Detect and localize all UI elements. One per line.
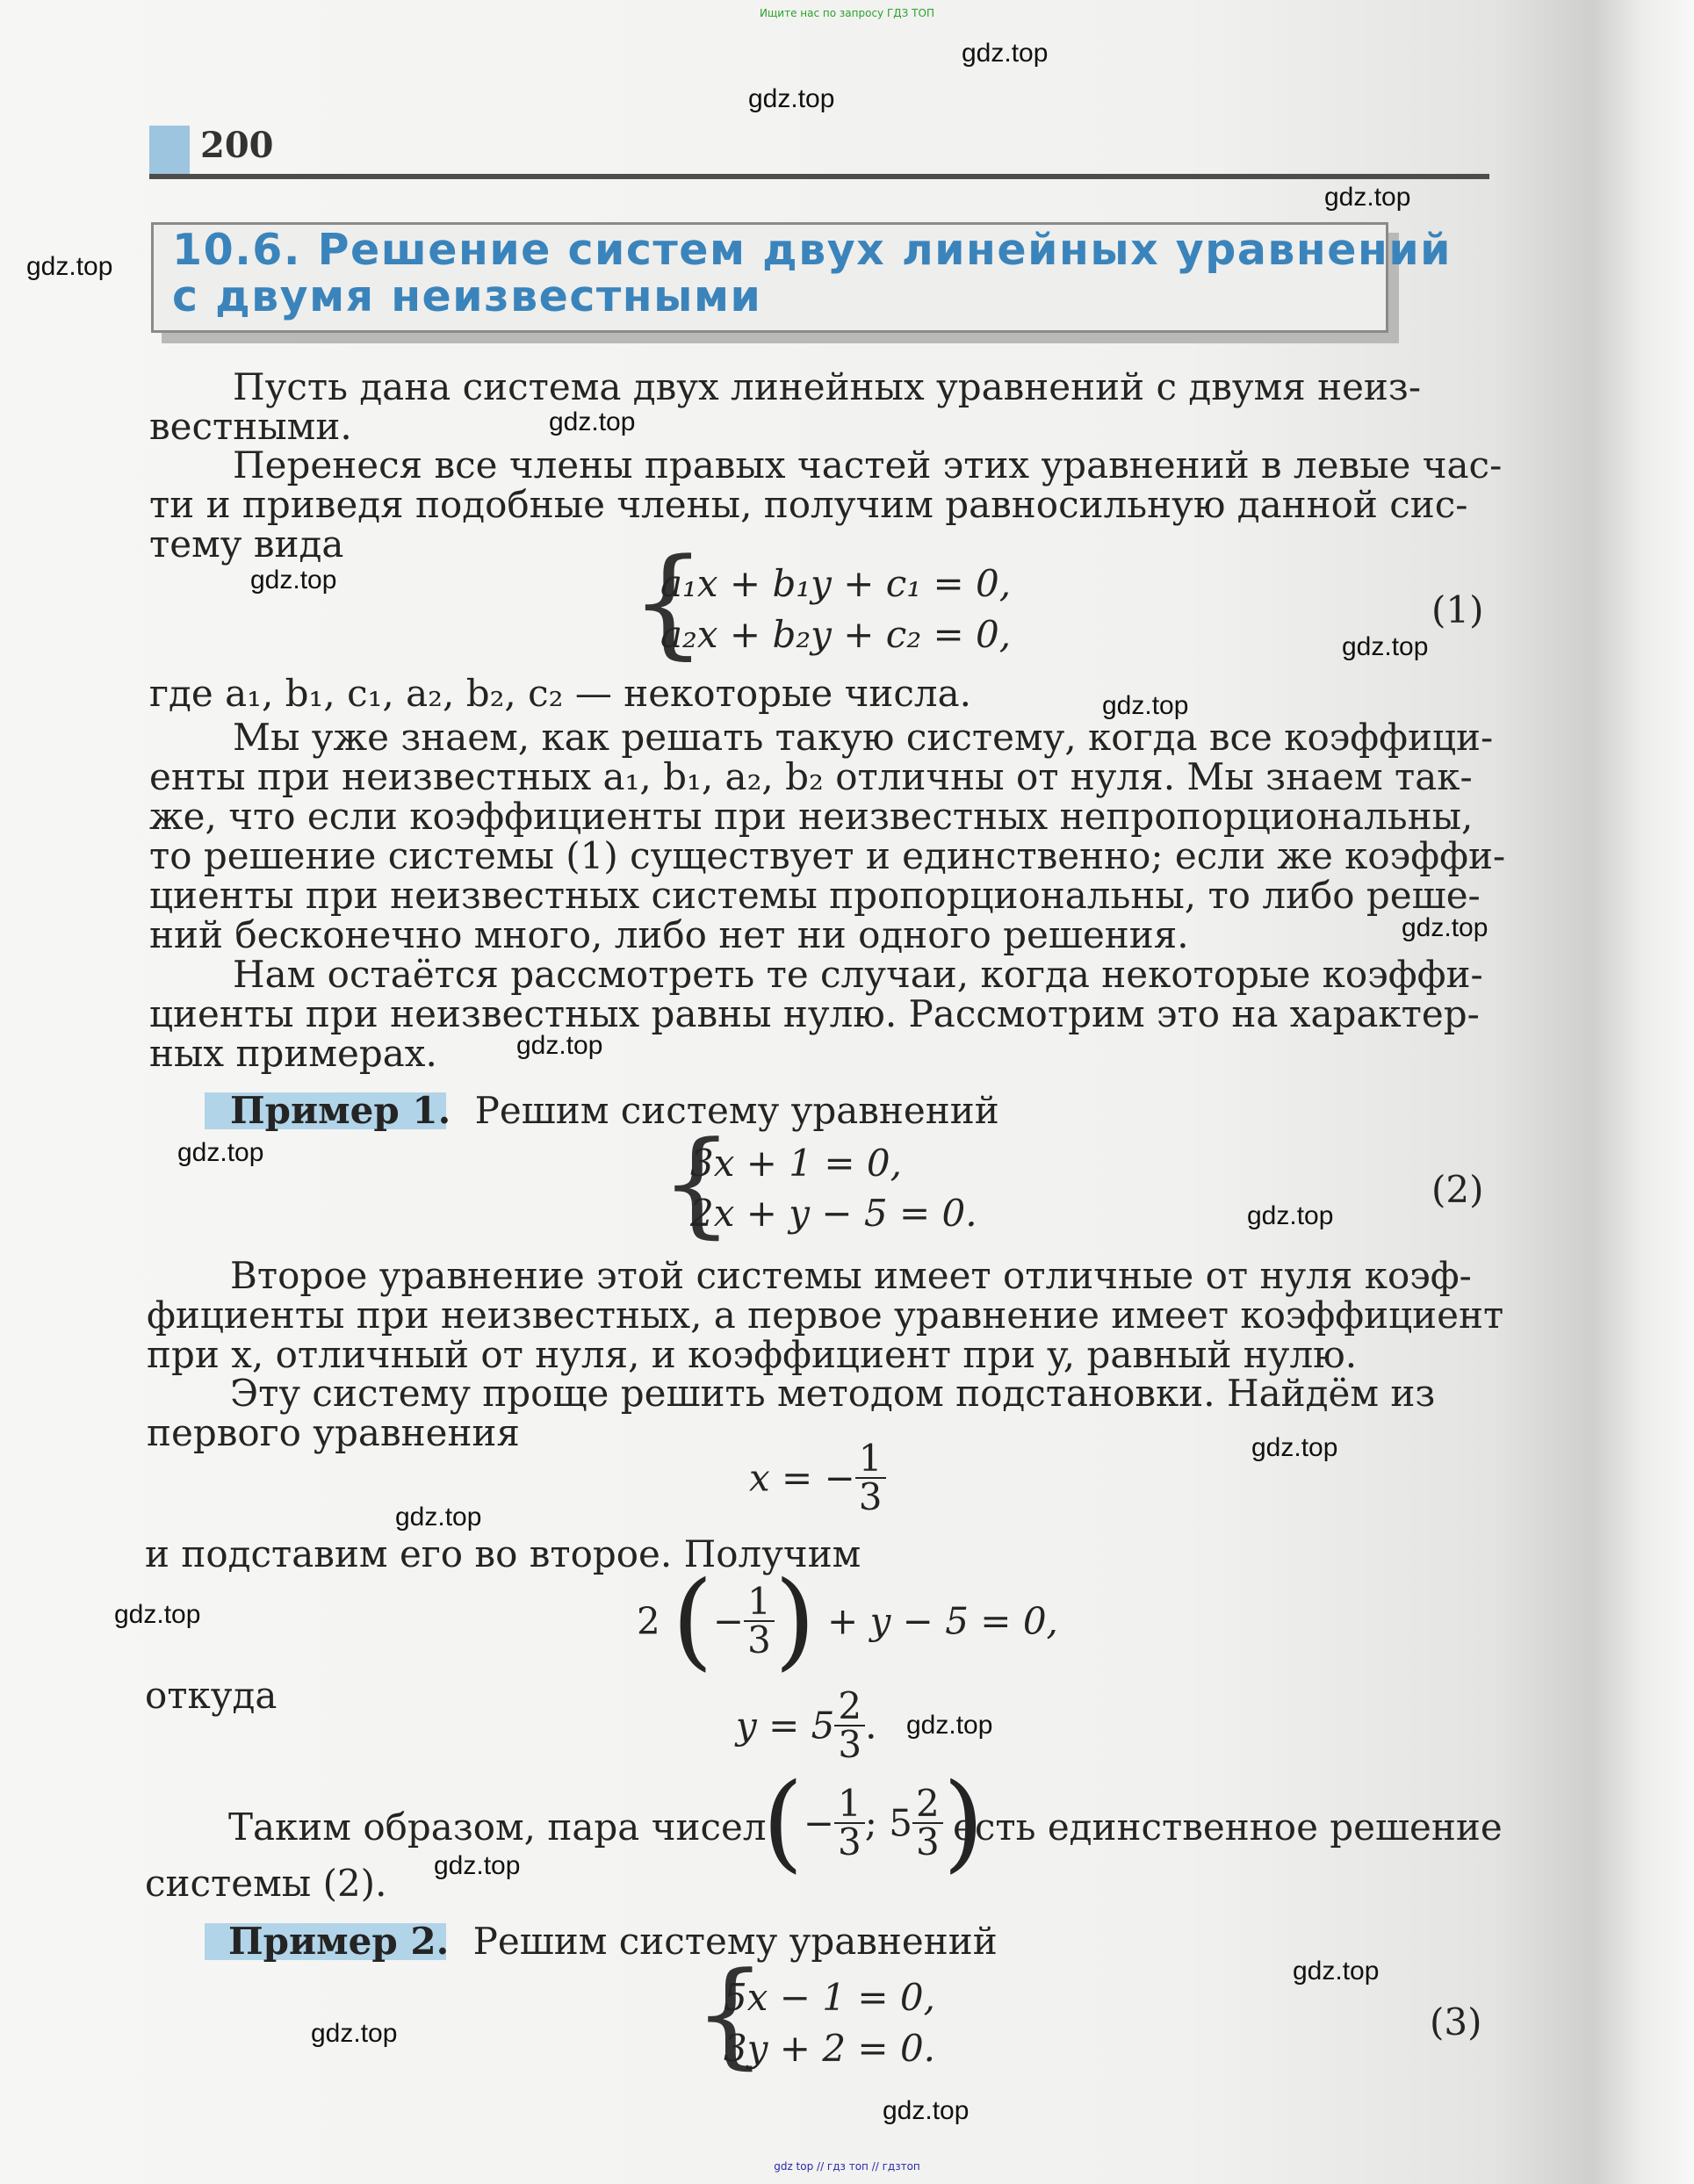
paragraph-8 — [145, 1534, 861, 1574]
watermark: gdz.top — [26, 252, 113, 281]
minus-sign: − — [803, 1801, 835, 1845]
watermark: gdz.top — [434, 1851, 521, 1880]
watermark: gdz.top — [516, 1031, 603, 1060]
watermark: gdz.top — [962, 39, 1049, 68]
system-brace: { — [660, 1116, 733, 1250]
denominator: 3 — [838, 1820, 861, 1863]
period: . — [865, 1704, 877, 1748]
equation-x — [749, 1437, 886, 1518]
watermark: gdz.top — [906, 1711, 993, 1740]
denominator: 3 — [838, 1723, 862, 1766]
example-label: Пример 2. — [228, 1920, 450, 1963]
system-3-eq-1: 5x − 1 = 0, — [724, 1976, 935, 2019]
system-1-eq-1: a₁x + b₁y + c₁ = 0, — [660, 562, 1012, 605]
watermark: gdz.top — [1342, 632, 1429, 661]
paragraph-10-end — [953, 1807, 1503, 1847]
watermark: gdz.top — [177, 1138, 264, 1167]
system-brace: { — [631, 533, 706, 671]
equation-label: (1) — [1431, 588, 1484, 631]
paragraph-4 — [149, 716, 1506, 956]
text-line: откуда — [145, 1674, 278, 1717]
paragraph-5 — [149, 955, 1493, 1073]
text-line: Нам остаётся рассмотреть те случаи, когда некоторые коэффи- — [233, 953, 1483, 996]
equation-lhs: x = − — [749, 1456, 855, 1500]
watermark: gdz.top — [549, 407, 636, 436]
paragraph-1 — [149, 367, 1493, 446]
paragraph-10-line-2 — [145, 1863, 386, 1903]
left-paren: ( — [762, 1762, 804, 1884]
denominator: 3 — [916, 1820, 940, 1863]
equation-lhs: y = 5 — [736, 1704, 835, 1748]
text-line: вестными. — [149, 405, 352, 448]
system-3-eq-2: 3y + 2 = 0. — [724, 2027, 936, 2070]
text-line: системы (2). — [145, 1862, 387, 1905]
fraction — [834, 1684, 865, 1766]
watermark: gdz.top — [883, 2096, 970, 2125]
example-text: Решим систему уравнений — [474, 1089, 999, 1132]
paragraph-6 — [147, 1254, 1504, 1376]
watermark: gdz.top — [1293, 1957, 1380, 1986]
text-fragment: Таким образом, пара чисел — [228, 1806, 767, 1849]
text-line: ных примерах. — [149, 1032, 437, 1075]
text-line: циенты при неизвестных равны нулю. Рассмотрим это на характер- — [149, 992, 1480, 1035]
minus-sign: − — [712, 1599, 745, 1643]
watermark: gdz.top — [250, 566, 337, 595]
text-line: енты при неизвестных a₁, b₁, a₂, b₂ отличны от нуля. Мы знаем так- — [149, 755, 1473, 798]
watermark: gdz.top — [1247, 1201, 1334, 1230]
watermark: gdz.top — [311, 2019, 398, 2048]
example-1-heading — [230, 1091, 999, 1130]
equation-substitution — [637, 1560, 1058, 1682]
text-line: Пусть дана система двух линейных уравнений с двумя неиз- — [233, 365, 1422, 408]
paragraph-10 — [228, 1807, 767, 1847]
right-paren: ) — [774, 1560, 816, 1682]
watermark: gdz.top — [748, 84, 835, 113]
text-fragment: есть единственное решение — [953, 1806, 1503, 1849]
example-label: Пример 1. — [230, 1089, 451, 1132]
text-line: Второе уравнение этой системы имеет отличные от нуля коэф- — [230, 1254, 1472, 1297]
paragraph-9 — [145, 1676, 277, 1715]
bottom-banner: gdz top // гдз топ // гдзтоп — [774, 2160, 920, 2173]
fraction — [855, 1437, 886, 1518]
text-line: ний бесконечно много, либо нет ни одного решения. — [149, 913, 1189, 956]
watermark: gdz.top — [1402, 913, 1489, 942]
text-line: первого уравнения — [147, 1411, 520, 1454]
watermark: gdz.top — [395, 1503, 482, 1532]
equation-y — [736, 1684, 877, 1766]
system-brace: { — [694, 1947, 767, 2080]
top-banner: Ищите нас по запросу ГДЗ ТОП — [760, 7, 934, 19]
section-title-line: 10.6. Решение систем двух линейных уравнений — [172, 225, 1452, 275]
coefficient: 2 — [637, 1599, 660, 1643]
text-line: и подставим его во второе. Получим — [145, 1532, 861, 1575]
header-rule — [149, 174, 1489, 179]
right-paren: ) — [942, 1762, 984, 1884]
page-number: 200 — [200, 125, 274, 166]
text-line: фициенты при неизвестных, а первое уравнение имеет коэффициент — [147, 1294, 1504, 1337]
text-line: Перенеся все члены правых частей этих уравнений в левые час- — [233, 443, 1503, 487]
page-number-marker — [149, 126, 190, 175]
fraction — [912, 1782, 943, 1863]
text-line: Эту систему проще решить методом подстановки. Найдём из — [230, 1372, 1436, 1415]
text-line: то решение системы (1) существует и единственно; если же коэффи- — [149, 834, 1506, 877]
section-title — [172, 227, 1452, 320]
equation-label: (3) — [1430, 2000, 1482, 2043]
system-1-eq-2: a₂x + b₂y + c₂ = 0, — [660, 613, 1012, 656]
example-text: Решим систему уравнений — [472, 1920, 998, 1963]
numerator: 1 — [855, 1440, 886, 1479]
watermark: gdz.top — [1102, 691, 1189, 720]
fraction — [834, 1782, 865, 1863]
paragraph-3 — [149, 674, 971, 713]
watermark: gdz.top — [1251, 1433, 1338, 1462]
text-line: где a₁, b₁, c₁, a₂, b₂, c₂ — некоторые числа. — [149, 672, 971, 715]
equation-rest: + y − 5 = 0, — [827, 1599, 1058, 1643]
fraction — [744, 1580, 775, 1661]
text-line: же, что если коэффициенты при неизвестных непропорциональны, — [149, 795, 1474, 838]
text-line: Мы уже знаем, как решать такую систему, когда все коэффици- — [233, 716, 1494, 759]
text-line: ти и приведя подобные члены, получим равносильную данной сис- — [149, 483, 1468, 526]
denominator: 3 — [747, 1618, 771, 1661]
numerator: 1 — [744, 1583, 775, 1622]
text-line: при x, отличный от нуля, и коэффициент при y, равный нулю. — [147, 1333, 1358, 1376]
system-2-eq-2: 2x + y − 5 = 0. — [690, 1192, 977, 1235]
equation-label: (2) — [1431, 1168, 1484, 1211]
example-2-heading — [228, 1921, 998, 1961]
section-title-line: с двумя неизвестными — [172, 271, 762, 321]
numerator: 1 — [834, 1785, 865, 1824]
separator: ; 5 — [864, 1801, 912, 1845]
number-pair — [762, 1762, 984, 1884]
watermark: gdz.top — [114, 1600, 201, 1629]
numerator: 2 — [834, 1688, 865, 1726]
system-2-eq-1: 3x + 1 = 0, — [690, 1142, 902, 1185]
text-line: циенты при неизвестных системы пропорциональны, то либо реше- — [149, 874, 1481, 917]
numerator: 2 — [912, 1785, 943, 1824]
text-line: тему вида — [149, 523, 344, 566]
left-paren: ( — [672, 1560, 713, 1682]
denominator: 3 — [858, 1475, 883, 1518]
paragraph-2 — [149, 443, 1503, 566]
watermark: gdz.top — [1324, 183, 1411, 212]
